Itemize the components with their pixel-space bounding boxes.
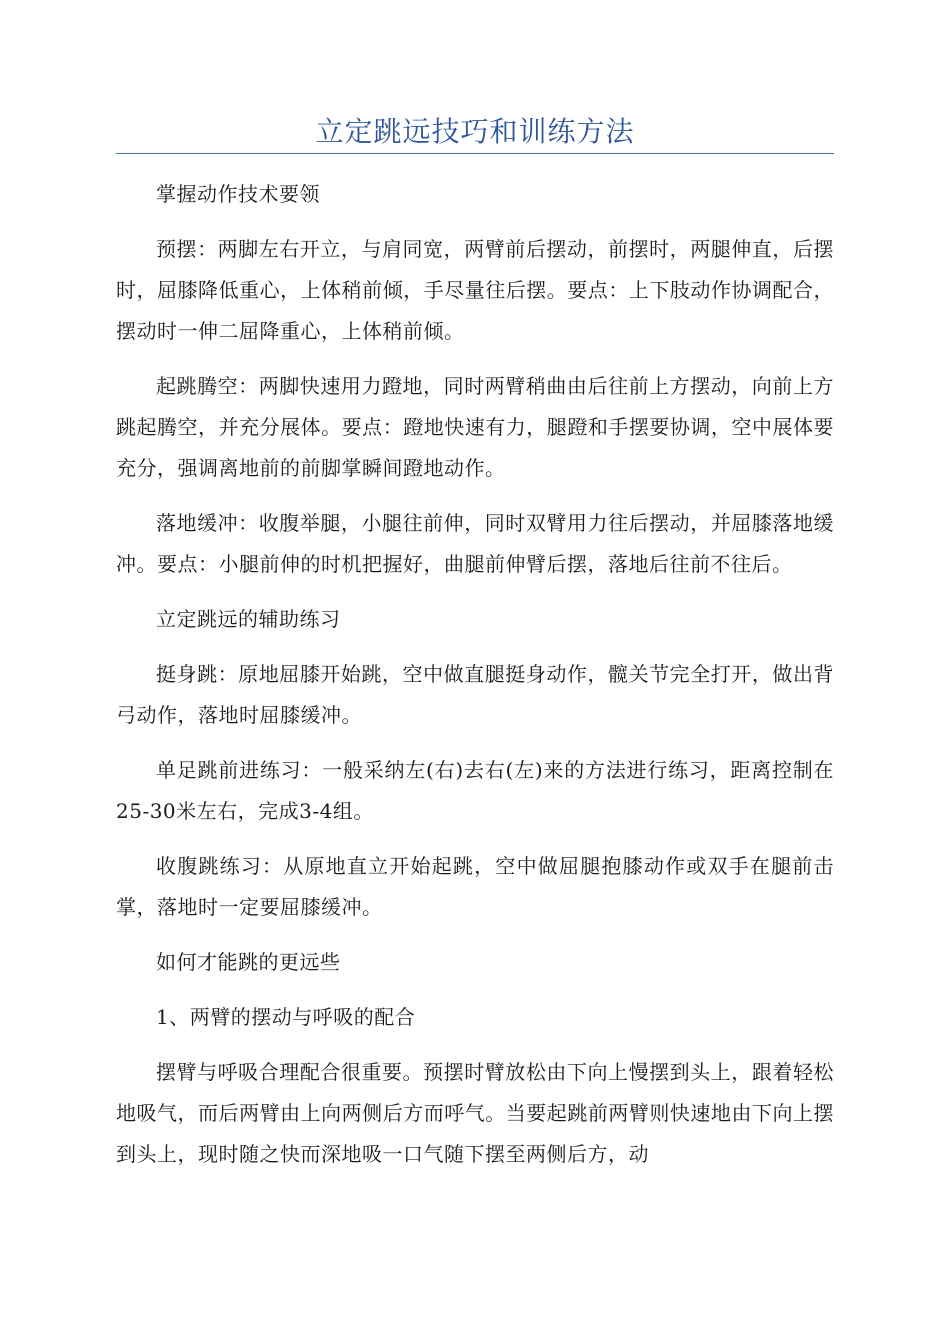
paragraph: 单足跳前进练习：一般采纳左(右)去右(左)来的方法进行练习，距离控制在25-30米左右，完成3-4组。 xyxy=(116,758,834,823)
paragraph: 预摆：两脚左右开立，与肩同宽，两臂前后摆动，前摆时，两腿伸直，后摆时，屈膝降低重心，上体稍前倾，手尽量往后摆。要点：上下肢动作协调配合，摆动时一伸二屈降重心，上体稍前倾。 xyxy=(116,237,834,343)
paragraph: 立定跳远的辅助练习 xyxy=(156,607,341,631)
paragraph: 1、两臂的摆动与呼吸的配合 xyxy=(156,1005,416,1029)
paragraph: 挺身跳：原地屈膝开始跳，空中做直腿挺身动作，髋关节完全打开，做出背弓动作，落地时屈膝缓冲。 xyxy=(116,662,834,727)
paragraph: 掌握动作技术要领 xyxy=(156,182,320,206)
paragraph: 收腹跳练习：从原地直立开始起跳，空中做屈腿抱膝动作或双手在腿前击掌，落地时一定要屈膝缓冲。 xyxy=(116,854,834,919)
paragraph: 落地缓冲：收腹举腿，小腿往前伸，同时双臂用力往后摆动，并屈膝落地缓冲。要点：小腿前伸的时机把握好，曲腿前伸臂后摆，落地后往前不往后。 xyxy=(116,511,834,576)
document-title: 立定跳远技巧和训练方法 xyxy=(315,115,635,148)
title-underline xyxy=(116,153,834,154)
paragraph: 起跳腾空：两脚快速用力蹬地，同时两臂稍曲由后往前上方摆动，向前上方跳起腾空，并充分展体。要点：蹬地快速有力，腿蹬和手摆要协调，空中展体要充分，强调离地前的前脚掌瞬间蹬地动作。 xyxy=(116,374,834,480)
document-body xyxy=(116,174,834,1189)
paragraph: 摆臂与呼吸合理配合很重要。预摆时臂放松由下向上慢摆到头上，跟着轻松地吸气，而后两臂由上向两侧后方而呼气。当要起跳前两臂则快速地由下向上摆到头上，现时随之快而深地吸一口气随下摆至两侧后方，动 xyxy=(116,1060,834,1166)
paragraph: 如何才能跳的更远些 xyxy=(156,950,341,974)
